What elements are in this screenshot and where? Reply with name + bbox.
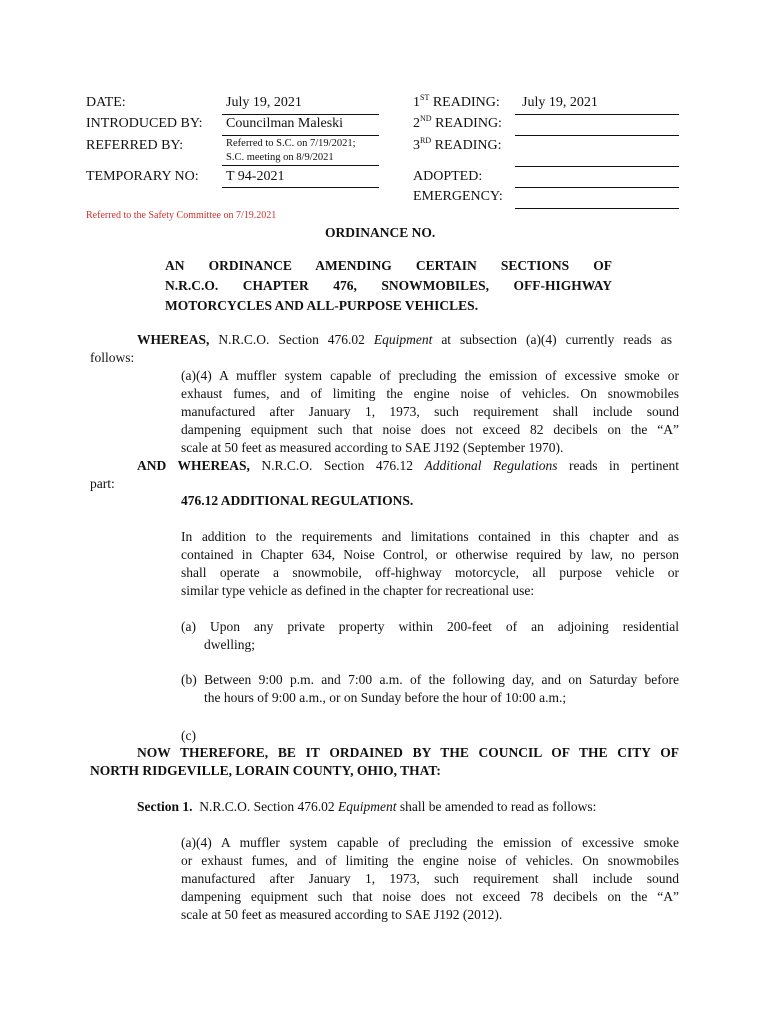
list-item-a-continued: dwelling; xyxy=(204,637,255,652)
section-heading: 476.12 ADDITIONAL REGULATIONS. xyxy=(181,493,414,508)
quoted-text-line: scale at 50 feet as measured according to SAE J192 (September 1970). xyxy=(181,440,564,455)
adopted-label: ADOPTED: xyxy=(413,169,483,184)
first-reading-underline xyxy=(515,114,679,115)
quoted-text-line: (a)(4) A muffler system capable of precluding the emission of excessive smoke or xyxy=(181,368,679,383)
referred-by-label: REFERRED BY: xyxy=(86,138,184,153)
paragraph-line: contained in Chapter 634, Noise Control, or otherwise required by law, no person xyxy=(181,547,679,562)
second-reading-underline xyxy=(515,135,679,136)
introduced-by-value: Councilman Maleski xyxy=(226,116,344,131)
list-item-b-continued: the hours of 9:00 a.m., or on Sunday before the hour of 10:00 a.m.; xyxy=(204,690,567,705)
amended-text-line: scale at 50 feet as measured according to SAE J192 (2012). xyxy=(181,907,503,922)
paragraph-line: In addition to the requirements and limitations contained in this chapter and as xyxy=(181,529,679,544)
quoted-text-line: dampening equipment such that noise does not exceed 82 decibels on the “A” xyxy=(181,422,679,437)
ordinance-number: ORDINANCE NO. xyxy=(325,225,436,240)
now-therefore-line: NOW THEREFORE, BE IT ORDAINED BY THE COUNCIL OF THE CITY OF xyxy=(137,745,679,760)
quoted-text-line: exhaust fumes, and of limiting the engine noise of vehicles. On snowmobiles xyxy=(181,386,679,401)
list-item-b: (b) Between 9:00 p.m. and 7:00 a.m. of the following day, and on Saturday before xyxy=(181,672,679,687)
ordinance-title-line: MOTORCYCLES AND ALL-PURPOSE VEHICLES. xyxy=(165,298,479,313)
ordinance-title-line: N.R.C.O. CHAPTER 476, SNOWMOBILES, OFF-HIGHWAY xyxy=(165,278,612,293)
temporary-underline xyxy=(222,187,379,188)
first-reading-label: 1ST READING: xyxy=(413,93,500,110)
referred-underline xyxy=(222,165,379,166)
introduced-by-label: INTRODUCED BY: xyxy=(86,116,203,131)
amended-text-line: (a)(4) A muffler system capable of precluding the emission of excessive smoke xyxy=(181,835,679,850)
and-whereas-clause: AND WHEREAS, N.R.C.O. Section 476.12 Additional Regulations reads in pertinent xyxy=(137,458,679,473)
paragraph-line: shall operate a snowmobile, off-highway motorcycle, all purpose vehicle or xyxy=(181,565,679,580)
amended-text-line: dampening equipment such that noise does not exceed 78 decibels on the “A” xyxy=(181,889,679,904)
third-reading-underline xyxy=(515,166,679,167)
referred-by-value-line1: Referred to S.C. on 7/19/2021; xyxy=(226,138,356,149)
amended-text-line: manufactured after January 1, 1973, such requirement shall include sound xyxy=(181,871,679,886)
and-whereas-clause-continued: part: xyxy=(90,476,115,491)
whereas-clause-continued: follows: xyxy=(90,350,135,365)
amended-text-line: or exhaust fumes, and of limiting the engine noise of vehicles. On snowmobiles xyxy=(181,853,679,868)
list-item-a: (a) Upon any private property within 200-feet of an adjoining residential xyxy=(181,619,679,634)
temporary-no-value: T 94-2021 xyxy=(226,169,285,184)
emergency-underline xyxy=(515,208,679,209)
date-value: July 19, 2021 xyxy=(226,95,302,110)
introduced-underline xyxy=(222,135,379,136)
referred-by-value-line2: S.C. meeting on 8/9/2021 xyxy=(226,152,334,163)
emergency-label: EMERGENCY: xyxy=(413,189,503,204)
temporary-no-label: TEMPORARY NO: xyxy=(86,169,199,184)
paragraph-line: similar type vehicle as defined in the chapter for recreational use: xyxy=(181,583,535,598)
whereas-clause: WHEREAS, N.R.C.O. Section 476.02 Equipment at subsection (a)(4) currently reads as xyxy=(137,332,672,347)
date-label: DATE: xyxy=(86,95,126,110)
quoted-text-line: manufactured after January 1, 1973, such requirement shall include sound xyxy=(181,404,679,419)
section-1-clause: Section 1. N.R.C.O. Section 476.02 Equipment shall be amended to read as follows: xyxy=(137,799,597,814)
list-item-c: (c) xyxy=(181,728,196,743)
referral-note: Referred to the Safety Committee on 7/19.2021 xyxy=(86,210,277,221)
second-reading-label: 2ND READING: xyxy=(413,114,502,131)
now-therefore-line: NORTH RIDGEVILLE, LORAIN COUNTY, OHIO, THAT: xyxy=(90,763,441,778)
first-reading-value: July 19, 2021 xyxy=(522,95,598,110)
third-reading-label: 3RD READING: xyxy=(413,136,502,153)
ordinance-title-line: AN ORDINANCE AMENDING CERTAIN SECTIONS OF xyxy=(165,258,612,273)
adopted-underline xyxy=(515,187,679,188)
